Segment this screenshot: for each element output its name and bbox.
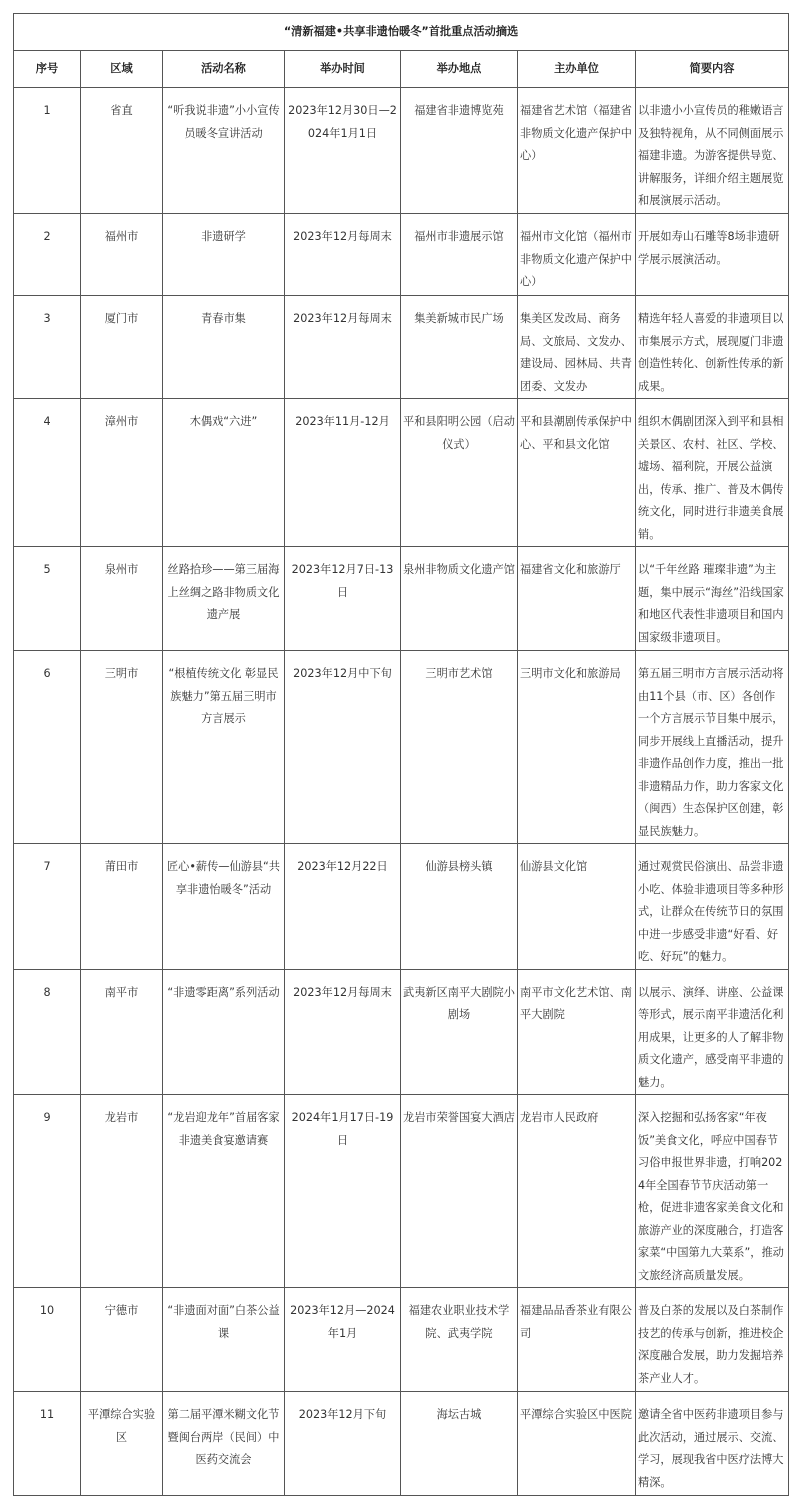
header-venue: 举办地点 — [401, 51, 518, 88]
cell-region: 三明市 — [81, 651, 163, 844]
cell-summary: 组织木偶剧团深入到平和县相关景区、农村、社区、学校、墟场、福利院，开展公益演出，传承、推广、普及木偶传统文化，同时进行非遗美食展销。 — [636, 399, 789, 547]
table-row — [14, 651, 789, 844]
cell-organizer: 南平市文化艺术馆、南平大剧院 — [518, 969, 636, 1095]
table-row — [14, 399, 789, 547]
cell-organizer: 平和县潮剧传承保护中心、平和县文化馆 — [518, 399, 636, 547]
cell-venue: 武夷新区南平大剧院小剧场 — [401, 969, 518, 1095]
header-time: 举办时间 — [285, 51, 401, 88]
cell-time: 2023年11月-12月 — [285, 399, 401, 547]
cell-venue: 福建省非遗博览苑 — [401, 88, 518, 214]
cell-activity-name: 非遗研学 — [163, 214, 285, 296]
cell-index: 9 — [14, 1095, 81, 1288]
cell-organizer: 三明市文化和旅游局 — [518, 651, 636, 844]
cell-activity-name: “非遗面对面”白茶公益课 — [163, 1288, 285, 1392]
cell-activity-name: “非遗零距离”系列活动 — [163, 969, 285, 1095]
cell-venue: 三明市艺术馆 — [401, 651, 518, 844]
cell-time: 2023年12月每周末 — [285, 969, 401, 1095]
cell-activity-name: 木偶戏“六进” — [163, 399, 285, 547]
header-index: 序号 — [14, 51, 81, 88]
cell-organizer: 福建省文化和旅游厅 — [518, 547, 636, 651]
cell-organizer: 福建省艺术馆（福建省非物质文化遗产保护中心） — [518, 88, 636, 214]
cell-region: 漳州市 — [81, 399, 163, 547]
table-header-row — [14, 51, 789, 88]
table-row — [14, 844, 789, 970]
cell-region: 莆田市 — [81, 844, 163, 970]
cell-summary: 开展如寿山石雕等8场非遗研学展示展演活动。 — [636, 214, 789, 296]
cell-time: 2023年12月—2024年1月 — [285, 1288, 401, 1392]
cell-organizer: 龙岩市人民政府 — [518, 1095, 636, 1288]
cell-venue: 集美新城市民广场 — [401, 296, 518, 399]
cell-venue: 平和县阳明公园（启动仪式） — [401, 399, 518, 547]
cell-activity-name: “根植传统文化 彰显民族魅力”第五届三明市方言展示 — [163, 651, 285, 844]
cell-region: 厦门市 — [81, 296, 163, 399]
header-region: 区域 — [81, 51, 163, 88]
cell-organizer: 福州市文化馆（福州市非物质文化遗产保护中心） — [518, 214, 636, 296]
cell-time: 2023年12月每周末 — [285, 296, 401, 399]
table-title: “清新福建•共享非遗怡暖冬”首批重点活动摘选 — [14, 14, 789, 51]
cell-region: 平潭综合实验区 — [81, 1392, 163, 1496]
cell-region: 福州市 — [81, 214, 163, 296]
cell-venue: 海坛古城 — [401, 1392, 518, 1496]
cell-time: 2024年1月17日-19日 — [285, 1095, 401, 1288]
table-row — [14, 969, 789, 1095]
cell-summary: 邀请全省中医药非遗项目参与此次活动，通过展示、交流、学习，展现我省中医疗法博大精深。 — [636, 1392, 789, 1496]
cell-region: 泉州市 — [81, 547, 163, 651]
table-row — [14, 296, 789, 399]
cell-index: 6 — [14, 651, 81, 844]
table-row — [14, 1288, 789, 1392]
cell-index: 10 — [14, 1288, 81, 1392]
document-page — [13, 13, 788, 1496]
cell-time: 2023年12月下旬 — [285, 1392, 401, 1496]
table-row — [14, 214, 789, 296]
cell-activity-name: 第二届平潭米糊文化节暨闽台两岸（民间）中医药交流会 — [163, 1392, 285, 1496]
cell-activity-name: 匠心•薪传—仙游县“共享非遗怡暖冬”活动 — [163, 844, 285, 970]
cell-region: 省直 — [81, 88, 163, 214]
cell-activity-name: 青春市集 — [163, 296, 285, 399]
cell-activity-name: “听我说非遗”小小宣传员暖冬宣讲活动 — [163, 88, 285, 214]
cell-organizer: 平潭综合实验区中医院 — [518, 1392, 636, 1496]
header-activity-name: 活动名称 — [163, 51, 285, 88]
cell-venue: 福州市非遗展示馆 — [401, 214, 518, 296]
cell-region: 南平市 — [81, 969, 163, 1095]
table-title-row — [14, 14, 789, 51]
cell-venue: 泉州非物质文化遗产馆 — [401, 547, 518, 651]
cell-organizer: 集美区发改局、商务局、文旅局、文发办、建设局、园林局、共青团委、文发办 — [518, 296, 636, 399]
cell-index: 11 — [14, 1392, 81, 1496]
cell-summary: 以非遗小小宣传员的稚嫩语言及独特视角，从不同侧面展示福建非遗。为游客提供导览、讲解服务，详细介绍主题展览和展演展示活动。 — [636, 88, 789, 214]
cell-venue: 福建农业职业技术学院、武夷学院 — [401, 1288, 518, 1392]
cell-venue: 龙岩市荣誉国宴大酒店 — [401, 1095, 518, 1288]
cell-summary: 以展示、演绎、讲座、公益课等形式，展示南平非遗活化利用成果，让更多的人了解非物质文化遗产，感受南平非遗的魅力。 — [636, 969, 789, 1095]
cell-time: 2023年12月中下旬 — [285, 651, 401, 844]
cell-index: 8 — [14, 969, 81, 1095]
header-organizer: 主办单位 — [518, 51, 636, 88]
cell-time: 2023年12月30日—2024年1月1日 — [285, 88, 401, 214]
cell-activity-name: “龙岩迎龙年”首届客家非遗美食宴邀请赛 — [163, 1095, 285, 1288]
cell-summary: 精选年轻人喜爱的非遗项目以市集展示方式，展现厦门非遗创造性转化、创新性传承的新成果。 — [636, 296, 789, 399]
cell-organizer: 福建品品香茶业有限公司 — [518, 1288, 636, 1392]
table-row — [14, 1095, 789, 1288]
table-row — [14, 547, 789, 651]
cell-index: 4 — [14, 399, 81, 547]
cell-activity-name: 丝路拾珍——第三届海上丝绸之路非物质文化遗产展 — [163, 547, 285, 651]
cell-index: 3 — [14, 296, 81, 399]
cell-summary: 以“千年丝路 璀璨非遗”为主题，集中展示“海丝”沿线国家和地区代表性非遗项目和国内国家级非遗项目。 — [636, 547, 789, 651]
cell-time: 2023年12月7日-13日 — [285, 547, 401, 651]
cell-index: 2 — [14, 214, 81, 296]
cell-time: 2023年12月每周末 — [285, 214, 401, 296]
cell-summary: 通过观赏民俗演出、品尝非遗小吃、体验非遗项目等多种形式，让群众在传统节日的氛围中进一步感受非遗“好看、好吃、好玩”的魅力。 — [636, 844, 789, 970]
cell-index: 1 — [14, 88, 81, 214]
cell-index: 5 — [14, 547, 81, 651]
cell-region: 龙岩市 — [81, 1095, 163, 1288]
cell-organizer: 仙游县文化馆 — [518, 844, 636, 970]
cell-summary: 深入挖掘和弘扬客家“年夜饭”美食文化，呼应中国春节习俗申报世界非遗，打响2024年全国春节节庆活动第一枪，促进非遗客家美食文化和旅游产业的深度融合，打造客家菜“中国第九大菜系”，推动文旅经济高质量发展。 — [636, 1095, 789, 1288]
cell-summary: 普及白茶的发展以及白茶制作技艺的传承与创新，推进校企深度融合发展，助力发掘培养茶产业人才。 — [636, 1288, 789, 1392]
cell-venue: 仙游县榜头镇 — [401, 844, 518, 970]
activities-table — [13, 13, 789, 1496]
cell-index: 7 — [14, 844, 81, 970]
header-summary: 简要内容 — [636, 51, 789, 88]
table-row — [14, 1392, 789, 1496]
cell-time: 2023年12月22日 — [285, 844, 401, 970]
cell-region: 宁德市 — [81, 1288, 163, 1392]
table-row — [14, 88, 789, 214]
cell-summary: 第五届三明市方言展示活动将由11个县（市、区）各创作一个方言展示节目集中展示，同步开展线上直播活动，提升非遗作品创作力度，推出一批非遗精品力作，助力客家文化（闽西）生态保护区创建，彰显民族魅力。 — [636, 651, 789, 844]
